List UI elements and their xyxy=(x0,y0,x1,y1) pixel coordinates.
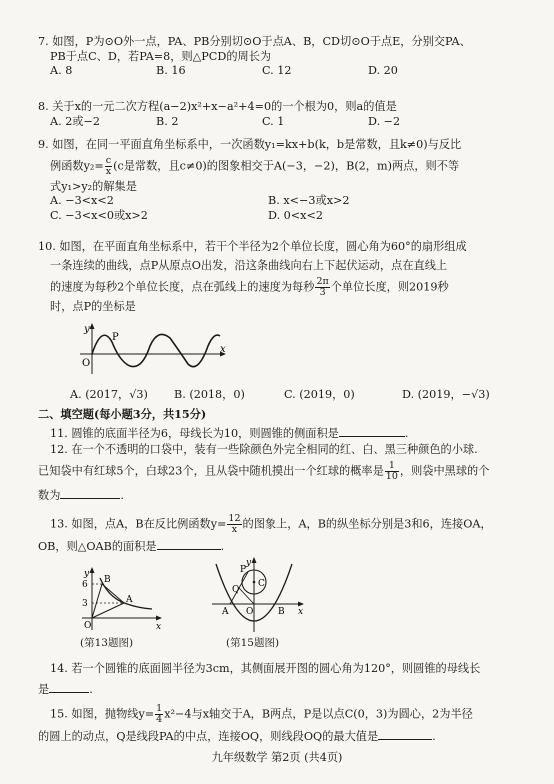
figure-15 xyxy=(208,556,308,634)
q13-answer-blank xyxy=(157,538,221,550)
q15-answer-blank xyxy=(378,728,432,740)
q15-line-2: 的圆上的动点，Q是线段PA的中点，连接OQ，则线段OQ的最大值是 xyxy=(38,729,379,743)
q9-fraction: $\frac{c}{x}$ xyxy=(105,154,112,177)
q10-y-label: y xyxy=(84,324,90,335)
q14-line-1: 14. 若一个圆锥的底面圆半径为3cm，其侧面展开图的圆心角为120°，则圆锥的母线长 xyxy=(50,662,481,675)
q9-line-2: 例函数y₂= $\frac{c}{x}$ (c是常数，且c≠0)的图象相交于A(−3，−2)，B(2，m)两点，则不等 xyxy=(50,154,460,177)
q10-option-d: D. (2019，−√3) xyxy=(402,388,490,401)
q9-option-a: A. −3<x<2 xyxy=(50,194,114,208)
q10-origin-label: O xyxy=(82,358,91,369)
question-8 xyxy=(38,100,526,129)
question-9 xyxy=(38,138,526,223)
fig13-origin: O xyxy=(84,621,92,631)
fig15-point-c: C xyxy=(258,579,265,589)
q9-line-3: 式y₁>y₂的解集是 xyxy=(50,179,137,193)
q13-line-1: 13. 如图，点A，B在反比例函数y= $\frac{12}{x}$ 的图象上，A，B的纵坐标分别是3和6，连接OA， xyxy=(50,513,492,535)
q14-line-2: 是 xyxy=(38,682,50,696)
fig13-segment-oa xyxy=(92,603,124,618)
q7-line-2: PB于点C、D，若PA=8，则△PCD的周长为 xyxy=(50,49,272,63)
fig13-segment-ob xyxy=(92,584,102,618)
q8-option-b: B. 2 xyxy=(156,114,179,128)
q10-option-b: B. (2018，0) xyxy=(174,388,245,401)
q9-option-d: D. 0<x<2 xyxy=(268,208,323,222)
question-11: 11. 圆锥的底面半径为6，母线长为10，则圆锥的侧面积是 . xyxy=(50,427,409,440)
fig15-point-q: Q xyxy=(232,585,240,595)
q8-line-1: 8. 关于x的一元二次方程(a−2)x²+x−a²+4=0的一个根为0，则a的值是 xyxy=(38,100,397,113)
fig15-point-a: A xyxy=(222,607,229,617)
figure-13 xyxy=(74,566,166,632)
question-14: 14. 若一个圆锥的底面圆半径为3cm，其侧面展开图的圆心角为120°，则圆锥的母线长 是 . xyxy=(38,662,526,697)
fig13-tick-3: 3 xyxy=(82,599,88,609)
q10-line-1: 10. 如图，在平面直角坐标系中，若干个半径为2个单位长度，圆心角为60°的扇形组成 xyxy=(38,240,467,253)
q8-option-d: D. −2 xyxy=(368,114,401,128)
fig13-point-b: B xyxy=(104,575,111,585)
q10-point-p-label: P xyxy=(112,332,119,343)
q11-text: 11. 圆锥的底面半径为6，母线长为10，则圆锥的侧面积是 xyxy=(50,427,339,440)
q10-line-2: 一条连续的曲线，点P从原点O出发，沿这条曲线向右上下起伏运动，点在直线上 xyxy=(50,258,448,272)
q11-answer-blank xyxy=(339,425,405,437)
question-13: 13. 如图，点A，B在反比例函数y= $\frac{12}{x}$ 的图象上，A，B的纵坐标分别是3和6，连接OA， OB，则△OAB的面积是 . xyxy=(38,514,526,555)
fig15-segment-oq xyxy=(239,588,254,604)
fig15-x-label: x xyxy=(298,607,304,617)
q14-answer-blank xyxy=(49,681,89,693)
fig15-point-b: B xyxy=(278,607,285,617)
q7-option-d: D. 20 xyxy=(368,64,398,78)
fig13-segment-ab xyxy=(102,584,124,603)
q10-option-c: C. (2019，0) xyxy=(284,388,355,401)
fig13-x-label: x xyxy=(156,622,162,632)
fig15-y-label: y xyxy=(246,558,252,568)
q8-option-a: A. 2或−2 xyxy=(50,114,100,128)
question-7 xyxy=(38,35,526,79)
q9-options-row-1 xyxy=(50,194,526,209)
q13-fraction: $\frac{12}{x}$ xyxy=(228,513,241,535)
q15-line-1: 15. 如图，抛物线y= $\frac{1}{4}$ x²−4与x轴交于A，B两点，P是以点C(0，3)为圆心，2为半径 xyxy=(50,703,473,725)
q7-options xyxy=(50,64,526,79)
page-footer: 九年级数学 第2页 (共4页) xyxy=(211,751,343,764)
fig15-origin: O xyxy=(246,607,254,617)
q12-line-3: 数为 xyxy=(38,488,61,502)
q9-option-c: C. −3<x<0或x>2 xyxy=(50,208,148,222)
q7-option-a: A. 8 xyxy=(50,64,73,78)
q10-figure xyxy=(72,322,232,376)
q9-option-b: B. x<−3或x>2 xyxy=(268,194,350,208)
q15-fraction: $\frac{1}{4}$ xyxy=(156,703,163,725)
fig15-point-p: P xyxy=(240,565,247,575)
q8-option-c: C. 1 xyxy=(262,114,285,128)
q10-fraction: $\frac{2\pi}{3}$ xyxy=(316,276,329,299)
fig15-caption: (第15题图) xyxy=(226,637,280,649)
q12-answer-blank xyxy=(60,487,120,499)
q10-y-arrow xyxy=(90,323,95,329)
q10-line-3: 的速度为每秒2个单位长度，点在弧线上的速度为每秒 $\frac{2\pi}{3}$ 个单位长度，则2019秒 xyxy=(50,276,449,299)
q13-line-2: OB，则△OAB的面积是 xyxy=(38,539,157,553)
q9-line-1: 9. 如图，在同一平面直角坐标系中，一次函数y₁=kx+b(k，b是常数，且k≠0)与反比 xyxy=(38,138,462,151)
section-2-header: 二、填空题(每小题3分，共15分) xyxy=(38,407,207,421)
q10-options xyxy=(38,388,526,403)
fig13-point-a: A xyxy=(126,595,133,605)
question-12: 12. 在一个不透明的口袋中，装有一些除颜色外完全相同的红、白、黑三种颜色的小球. 已知袋中有红球5个，白球23个，且从袋中随机摸出一个红球的概率是 $\frac{1}{10}$ ，则袋中黑球的个 数为 . xyxy=(38,443,526,503)
q12-fraction: $\frac{1}{10}$ xyxy=(385,459,398,482)
q8-options xyxy=(50,115,526,130)
q10-line-4: 时，点P的坐标是 xyxy=(50,300,136,314)
q7-option-c: C. 12 xyxy=(262,64,292,78)
q10-option-a: A. (2017，√3) xyxy=(70,388,148,401)
question-10 xyxy=(38,240,526,315)
q9-options-row-2 xyxy=(50,209,526,224)
fig13-caption: (第13题图) xyxy=(80,637,134,649)
q12-line-1: 12. 在一个不透明的口袋中，装有一些除颜色外完全相同的红、白、黑三种颜色的小球. xyxy=(50,443,478,456)
q10-x-label: x xyxy=(220,344,226,355)
q7-line-1: 7. 如图，P为⊙O外一点，PA、PB分别切⊙O于点A、B，CD切⊙O于点E，分别交PA、 xyxy=(38,35,471,48)
q12-line-2: 已知袋中有红球5个，白球23个，且从袋中随机摸出一个红球的概率是 $\frac{1}{10}$ ，则袋中黑球的个 xyxy=(38,459,490,482)
fig13-y-label: y xyxy=(84,569,90,579)
question-15: 15. 如图，抛物线y= $\frac{1}{4}$ x²−4与x轴交于A，B两点，P是以点C(0，3)为圆心，2为半径 的圆上的动点，Q是线段PA的中点，连接OQ，则线段OQ的最大值是 . xyxy=(38,704,526,745)
q7-option-b: B. 16 xyxy=(156,64,186,78)
fig13-tick-6: 6 xyxy=(82,580,88,590)
